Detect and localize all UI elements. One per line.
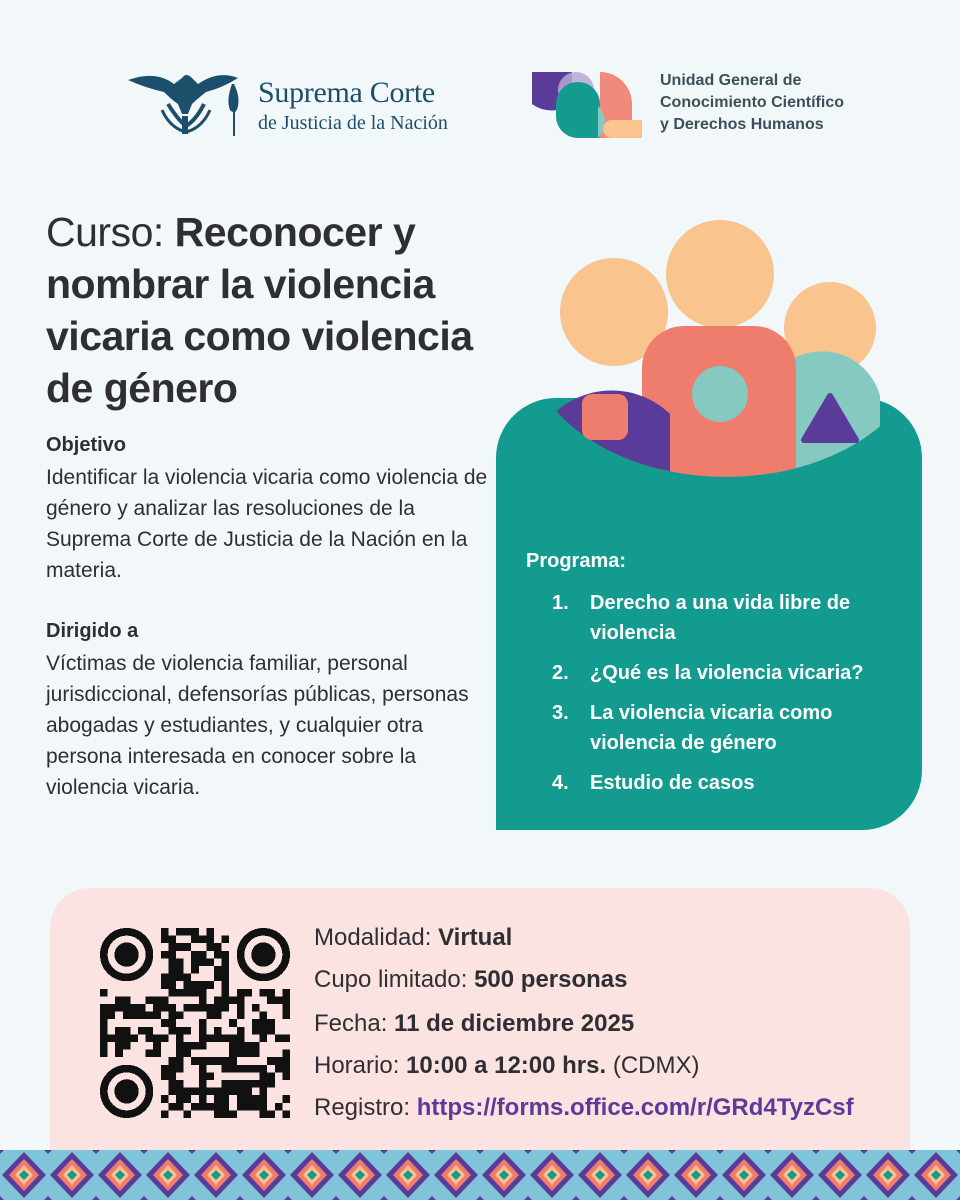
horario-value: 10:00 a 12:00 hrs. — [406, 1052, 607, 1079]
modalidad-line — [314, 924, 512, 952]
cupo-line — [314, 966, 628, 994]
objetivo-heading: Objetivo — [46, 434, 127, 456]
ugcc-name-line3: y Derechos Humanos — [660, 116, 824, 133]
ugcc-name-line1: Unidad General de — [660, 72, 802, 89]
horario-label: Horario: — [314, 1052, 407, 1079]
registro-line — [314, 1094, 854, 1122]
program-item-number: 2. — [552, 662, 569, 684]
ugcc-logo — [532, 70, 862, 140]
program-title: Programa: — [526, 550, 627, 572]
cupo-value: 500 personas — [474, 966, 628, 993]
fecha-label: Fecha: — [314, 1010, 395, 1037]
program-item-text: Estudio de casos — [590, 772, 755, 794]
registro-label: Registro: — [314, 1094, 417, 1121]
qr-code-icon[interactable] — [100, 928, 290, 1118]
objetivo-body: Identificar la violencia vicaria como violencia de género y analizar las resoluciones de la Suprema Corte de Justicia de la Nación en la materia. — [46, 466, 488, 582]
overlapping-shapes-logo-icon — [532, 70, 644, 140]
decorative-border-pattern — [0, 1150, 960, 1200]
course-title-main: Reconocer y nombrar la violencia vicaria como violencia de género — [46, 209, 473, 411]
program-item — [552, 658, 912, 688]
fecha-line — [314, 1010, 634, 1038]
dirigido-heading: Dirigido a — [46, 620, 139, 642]
dirigido-body: Víctimas de violencia familiar, personal jurisdiccional, defensorías públicas, personas abogadas y estudiantes, y cualquier otra persona interesada en conocer sobre la violencia vicaria. — [46, 652, 469, 799]
course-title-prefix: Curso: — [46, 209, 175, 255]
fecha-value: 11 de diciembre 2025 — [394, 1010, 635, 1037]
program-item-number: 1. — [552, 592, 569, 614]
ugcc-name — [660, 70, 844, 136]
registro-link[interactable]: https://forms.office.com/r/GRd4TyzCsf — [416, 1094, 854, 1121]
scjn-name-line1: Suprema Corte — [258, 76, 435, 109]
horario-suffix: (CDMX) — [606, 1052, 700, 1079]
program-item-text: Derecho a una vida libre de violencia — [590, 592, 851, 644]
horario-line — [314, 1052, 700, 1080]
modalidad-value: Virtual — [438, 924, 513, 951]
program-item-number: 3. — [552, 702, 569, 724]
program-item — [552, 588, 912, 648]
ugcc-name-line2: Conocimiento Científico — [660, 94, 844, 111]
program-item-text: La violencia vicaria como violencia de género — [590, 702, 833, 754]
course-title — [46, 206, 506, 414]
program-item — [552, 698, 912, 758]
program-item-text: ¿Qué es la violencia vicaria? — [590, 662, 864, 684]
program-item — [552, 768, 912, 798]
three-people-illustration-icon — [496, 218, 922, 528]
scjn-name-line2: de Justicia de la Nación — [258, 112, 448, 134]
eagle-emblem-icon — [126, 70, 246, 140]
program-item-number: 4. — [552, 772, 569, 794]
scjn-logo — [126, 70, 466, 140]
cupo-label: Cupo limitado: — [314, 966, 475, 993]
modalidad-label: Modalidad: — [314, 924, 439, 951]
